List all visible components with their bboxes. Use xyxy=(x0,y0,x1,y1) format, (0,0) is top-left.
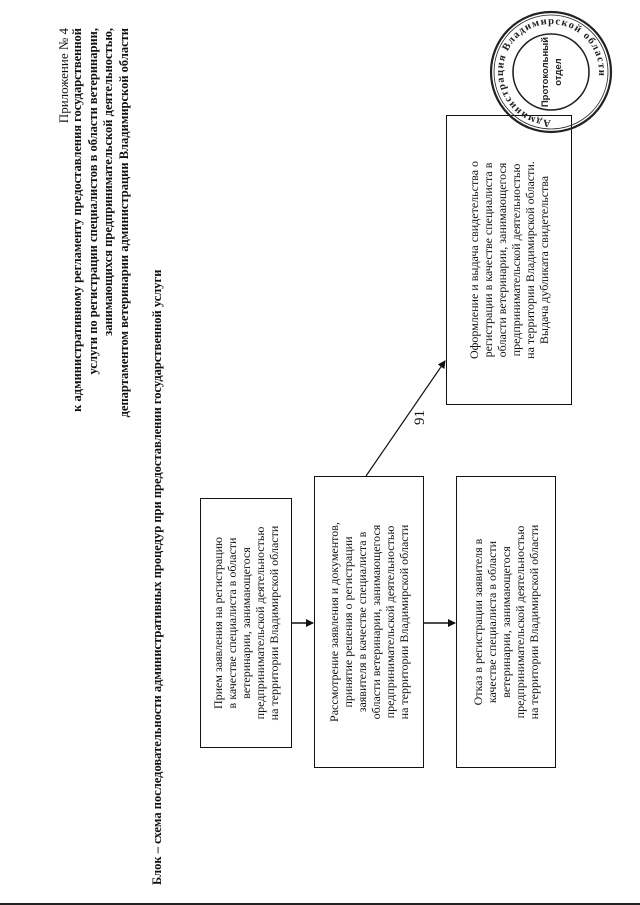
stamp-center-text: отдел xyxy=(553,58,564,86)
step-box-registration-refusal xyxy=(456,476,556,768)
connector-review-to-issue xyxy=(366,361,445,476)
flowchart-heading: Блок – схема последовательности административных процедур при предоставлении государственной услуги xyxy=(150,269,164,885)
stamp-center-text: Протокольный xyxy=(540,36,551,108)
step-box-certificate-issue xyxy=(446,115,572,405)
stamp-ring-text: Администрация Владимирской области xyxy=(494,15,608,129)
step-text: Оформление и выдача свидетельства о регистрации в качестве специалиста в области ветеринарии, занимающегося предпринимательской деятельностью на территории Владимирской области. Выдача дубликата свидетельства xyxy=(467,160,551,360)
svg-text:Администрация Владимирской обл xyxy=(495,16,607,128)
appendix-caption-line: занимающихся предпринимательской деятельностью, xyxy=(101,28,115,336)
page-number: 91 xyxy=(412,410,428,425)
step-text: Прием заявления на регистрацию в качестве специалиста в области ветеринарии, занимающегося предпринимательской деятельностью на территории Владимирской области xyxy=(211,525,281,721)
appendix-caption-line: департаментом ветеринарии администрации Владимирской области xyxy=(116,28,131,418)
appendix-caption-line: к административному регламенту предоставления государственной xyxy=(70,28,84,412)
step-box-application-reception xyxy=(200,498,292,748)
step-text: Рассмотрение заявления и документов, принятие решения о регистрации заявителя в качестве специалиста в области ветеринарии, занимающегося предпринимательской деятельностью на территории Владимирской области xyxy=(327,522,411,722)
step-text: Отказ в регистрации заявителя в качестве специалиста в области ветеринарии, занимающегося предпринимательской деятельностью на территории Владимирской области xyxy=(471,524,541,720)
appendix-title: Приложение № 4 xyxy=(56,28,71,124)
appendix-caption-line: услуги по регистрации специалистов в области ветеринарии, xyxy=(85,28,100,375)
official-stamp xyxy=(488,9,614,135)
step-box-application-review xyxy=(314,476,424,768)
